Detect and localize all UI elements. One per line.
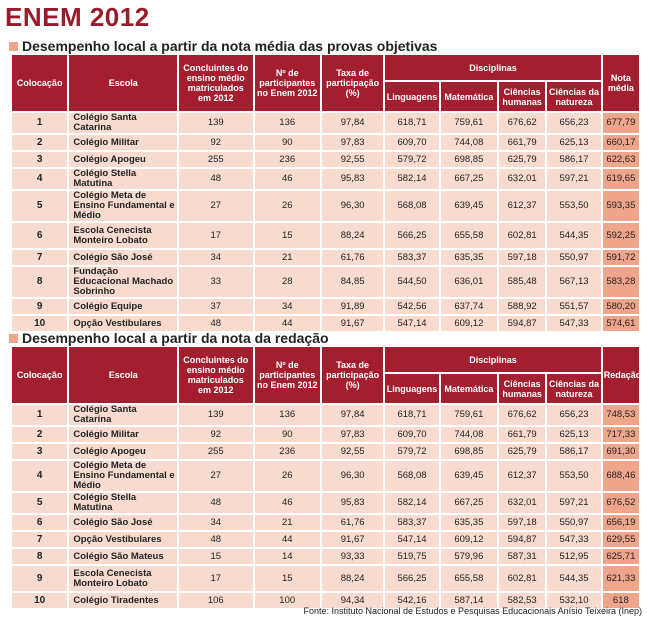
humanas-cell: 676,62	[499, 405, 545, 425]
taxa-cell: 88,24	[322, 223, 383, 248]
matematica-cell: 655,58	[441, 223, 497, 248]
final-score-cell: 591,72	[603, 250, 639, 265]
matematica-cell: 667,25	[441, 169, 497, 189]
participantes-cell: 21	[255, 250, 320, 265]
final-score-cell: 656,19	[603, 515, 639, 530]
natureza-cell: 597,21	[547, 493, 600, 513]
rank-cell: 2	[12, 135, 67, 150]
rank-cell: 4	[12, 169, 67, 189]
matematica-cell: 759,61	[441, 113, 497, 133]
school-cell: Escola Cenecista Monteiro Lobato	[69, 566, 177, 591]
matematica-cell: 698,85	[441, 444, 497, 459]
header-natureza: Ciências da natureza	[547, 82, 600, 111]
final-score-cell: 580,20	[603, 299, 639, 314]
rank-cell: 9	[12, 299, 67, 314]
linguagens-cell: 547,14	[385, 532, 438, 547]
school-cell: Colégio Meta de Ensino Fundamental e Médio	[69, 461, 177, 491]
taxa-cell: 96,30	[322, 191, 383, 221]
humanas-cell: 632,01	[499, 493, 545, 513]
concluintes-cell: 48	[179, 316, 252, 331]
humanas-cell: 587,31	[499, 549, 545, 564]
rank-cell: 6	[12, 223, 67, 248]
final-score-cell: 629,55	[603, 532, 639, 547]
taxa-cell: 94,34	[322, 593, 383, 608]
humanas-cell: 612,37	[499, 461, 545, 491]
taxa-cell: 91,67	[322, 532, 383, 547]
humanas-cell: 661,79	[499, 427, 545, 442]
concluintes-cell: 48	[179, 169, 252, 189]
matematica-cell: 609,12	[441, 316, 497, 331]
table-redacao	[10, 345, 641, 610]
rank-cell: 9	[12, 566, 67, 591]
humanas-cell: 582,53	[499, 593, 545, 608]
linguagens-cell: 579,72	[385, 152, 438, 167]
participantes-cell: 28	[255, 267, 320, 297]
participantes-cell: 100	[255, 593, 320, 608]
participantes-cell: 21	[255, 515, 320, 530]
final-score-cell: 621,33	[603, 566, 639, 591]
concluintes-cell: 33	[179, 267, 252, 297]
school-cell: Opção Vestibulares	[69, 532, 177, 547]
table-row	[12, 316, 639, 331]
concluintes-cell: 255	[179, 152, 252, 167]
concluintes-cell: 15	[179, 549, 252, 564]
linguagens-cell: 566,25	[385, 566, 438, 591]
school-cell: Colégio Stella Matutina	[69, 169, 177, 189]
participantes-cell: 15	[255, 223, 320, 248]
concluintes-cell: 139	[179, 405, 252, 425]
rank-cell: 5	[12, 191, 67, 221]
final-score-cell: 660,17	[603, 135, 639, 150]
taxa-cell: 97,84	[322, 405, 383, 425]
concluintes-cell: 37	[179, 299, 252, 314]
humanas-cell: 602,81	[499, 223, 545, 248]
concluintes-cell: 27	[179, 461, 252, 491]
concluintes-cell: 34	[179, 250, 252, 265]
final-score-cell: 676,52	[603, 493, 639, 513]
school-cell: Colégio Apogeu	[69, 444, 177, 459]
rank-cell: 7	[12, 250, 67, 265]
natureza-cell: 551,57	[547, 299, 600, 314]
humanas-cell: 597,18	[499, 515, 545, 530]
linguagens-cell: 583,37	[385, 515, 438, 530]
school-cell: Colégio Tiradentes	[69, 593, 177, 608]
header-taxa: Taxa de participação (%)	[322, 347, 383, 403]
table-row	[12, 549, 639, 564]
concluintes-cell: 17	[179, 223, 252, 248]
natureza-cell: 544,35	[547, 223, 600, 248]
taxa-cell: 95,83	[322, 493, 383, 513]
header-final-score: Redação	[603, 347, 639, 403]
rank-cell: 4	[12, 461, 67, 491]
linguagens-cell: 579,72	[385, 444, 438, 459]
rank-cell: 10	[12, 316, 67, 331]
header-natureza: Ciências da natureza	[547, 374, 600, 403]
participantes-cell: 44	[255, 316, 320, 331]
taxa-cell: 95,83	[322, 169, 383, 189]
section-marker-icon	[9, 334, 18, 343]
participantes-cell: 90	[255, 135, 320, 150]
header-concluintes: Concluintes do ensino médio matriculados em 2012	[179, 55, 252, 111]
humanas-cell: 585,48	[499, 267, 545, 297]
header-final-score: Nota média	[603, 55, 639, 111]
rank-cell: 1	[12, 405, 67, 425]
taxa-cell: 61,76	[322, 250, 383, 265]
taxa-cell: 93,33	[322, 549, 383, 564]
header-matematica: Matemática	[441, 82, 497, 111]
final-score-cell: 748,53	[603, 405, 639, 425]
table-row	[12, 405, 639, 425]
header-linguagens: Linguagens	[385, 374, 438, 403]
linguagens-cell: 583,37	[385, 250, 438, 265]
linguagens-cell: 568,08	[385, 191, 438, 221]
section-marker-icon	[9, 42, 18, 51]
linguagens-cell: 609,70	[385, 135, 438, 150]
linguagens-cell: 609,70	[385, 427, 438, 442]
taxa-cell: 88,24	[322, 566, 383, 591]
header-humanas: Ciências humanas	[499, 82, 545, 111]
participantes-cell: 34	[255, 299, 320, 314]
matematica-cell: 637,74	[441, 299, 497, 314]
school-cell: Fundação Educacional Machado Sobrinho	[69, 267, 177, 297]
humanas-cell: 594,87	[499, 316, 545, 331]
matematica-cell: 636,01	[441, 267, 497, 297]
concluintes-cell: 92	[179, 427, 252, 442]
linguagens-cell: 542,16	[385, 593, 438, 608]
table-row	[12, 566, 639, 591]
humanas-cell: 588,92	[499, 299, 545, 314]
header-colocacao: Colocação	[12, 347, 67, 403]
participantes-cell: 136	[255, 113, 320, 133]
taxa-cell: 61,76	[322, 515, 383, 530]
humanas-cell: 612,37	[499, 191, 545, 221]
header-disciplinas: Disciplinas	[385, 347, 600, 372]
final-score-cell: 717,33	[603, 427, 639, 442]
participantes-cell: 46	[255, 169, 320, 189]
table-row	[12, 515, 639, 530]
section-title-redacao	[9, 330, 329, 346]
linguagens-cell: 568,08	[385, 461, 438, 491]
linguagens-cell: 582,14	[385, 493, 438, 513]
table-row	[12, 461, 639, 491]
participantes-cell: 236	[255, 152, 320, 167]
header-escola: Escola	[69, 55, 177, 111]
natureza-cell: 625,13	[547, 135, 600, 150]
taxa-cell: 92,55	[322, 444, 383, 459]
natureza-cell: 532,10	[547, 593, 600, 608]
final-score-cell: 622,63	[603, 152, 639, 167]
header-concluintes: Concluintes do ensino médio matriculados em 2012	[179, 347, 252, 403]
school-cell: Colégio São Mateus	[69, 549, 177, 564]
school-cell: Colégio Meta de Ensino Fundamental e Médio	[69, 191, 177, 221]
participantes-cell: 136	[255, 405, 320, 425]
table-row	[12, 427, 639, 442]
natureza-cell: 550,97	[547, 250, 600, 265]
concluintes-cell: 92	[179, 135, 252, 150]
header-taxa: Taxa de participação (%)	[322, 55, 383, 111]
rank-cell: 10	[12, 593, 67, 608]
taxa-cell: 97,84	[322, 113, 383, 133]
rank-cell: 8	[12, 549, 67, 564]
table-row	[12, 113, 639, 133]
final-score-cell: 619,65	[603, 169, 639, 189]
final-score-cell: 592,25	[603, 223, 639, 248]
taxa-cell: 84,85	[322, 267, 383, 297]
linguagens-cell: 547,14	[385, 316, 438, 331]
linguagens-cell: 618,71	[385, 113, 438, 133]
final-score-cell: 691,30	[603, 444, 639, 459]
school-cell: Colégio São José	[69, 250, 177, 265]
concluintes-cell: 48	[179, 493, 252, 513]
humanas-cell: 625,79	[499, 152, 545, 167]
table-row	[12, 169, 639, 189]
final-score-cell: 618	[603, 593, 639, 608]
humanas-cell: 676,62	[499, 113, 545, 133]
natureza-cell: 553,50	[547, 461, 600, 491]
humanas-cell: 625,79	[499, 444, 545, 459]
matematica-cell: 744,08	[441, 427, 497, 442]
section-title-text: Desempenho local a partir da nota da redação	[22, 330, 329, 346]
rank-cell: 6	[12, 515, 67, 530]
table-row	[12, 493, 639, 513]
table-row	[12, 250, 639, 265]
natureza-cell: 656,23	[547, 113, 600, 133]
linguagens-cell: 582,14	[385, 169, 438, 189]
humanas-cell: 602,81	[499, 566, 545, 591]
natureza-cell: 553,50	[547, 191, 600, 221]
table-objetivas	[10, 53, 641, 333]
table-row	[12, 532, 639, 547]
school-cell: Colégio Santa Catarina	[69, 405, 177, 425]
table-row	[12, 223, 639, 248]
section-title-text: Desempenho local a partir da nota média das provas objetivas	[22, 38, 438, 54]
school-cell: Colégio Stella Matutina	[69, 493, 177, 513]
matematica-cell: 655,58	[441, 566, 497, 591]
humanas-cell: 597,18	[499, 250, 545, 265]
header-disciplinas: Disciplinas	[385, 55, 600, 80]
linguagens-cell: 544,50	[385, 267, 438, 297]
page-title: ENEM 2012	[5, 2, 150, 32]
rank-cell: 7	[12, 532, 67, 547]
natureza-cell: 550,97	[547, 515, 600, 530]
taxa-cell: 97,83	[322, 135, 383, 150]
school-cell: Opção Vestibulares	[69, 316, 177, 331]
humanas-cell: 661,79	[499, 135, 545, 150]
rank-cell: 5	[12, 493, 67, 513]
participantes-cell: 26	[255, 461, 320, 491]
school-cell: Colégio Apogeu	[69, 152, 177, 167]
matematica-cell: 587,14	[441, 593, 497, 608]
concluintes-cell: 27	[179, 191, 252, 221]
natureza-cell: 547,33	[547, 532, 600, 547]
natureza-cell: 567,13	[547, 267, 600, 297]
matematica-cell: 744,08	[441, 135, 497, 150]
matematica-cell: 667,25	[441, 493, 497, 513]
school-cell: Escola Cenecista Monteiro Lobato	[69, 223, 177, 248]
header-participantes: Nº de participantes no Enem 2012	[255, 55, 320, 111]
concluintes-cell: 17	[179, 566, 252, 591]
taxa-cell: 97,83	[322, 427, 383, 442]
natureza-cell: 625,13	[547, 427, 600, 442]
linguagens-cell: 542,56	[385, 299, 438, 314]
matematica-cell: 698,85	[441, 152, 497, 167]
participantes-cell: 15	[255, 566, 320, 591]
natureza-cell: 586,17	[547, 152, 600, 167]
header-humanas: Ciências humanas	[499, 374, 545, 403]
matematica-cell: 759,61	[441, 405, 497, 425]
matematica-cell: 639,45	[441, 191, 497, 221]
final-score-cell: 688,46	[603, 461, 639, 491]
table-row	[12, 444, 639, 459]
source-note: Fonte: Instituto Nacional de Estudos e Pesquisas Educacionais Anísio Teixeira (Inep)	[303, 606, 642, 616]
concluintes-cell: 255	[179, 444, 252, 459]
matematica-cell: 639,45	[441, 461, 497, 491]
natureza-cell: 512,95	[547, 549, 600, 564]
header-matematica: Matemática	[441, 374, 497, 403]
humanas-cell: 632,01	[499, 169, 545, 189]
school-cell: Colégio Militar	[69, 135, 177, 150]
matematica-cell: 579,96	[441, 549, 497, 564]
natureza-cell: 586,17	[547, 444, 600, 459]
final-score-cell: 583,28	[603, 267, 639, 297]
final-score-cell: 625,71	[603, 549, 639, 564]
natureza-cell: 544,35	[547, 566, 600, 591]
linguagens-cell: 519,75	[385, 549, 438, 564]
header-linguagens: Linguagens	[385, 82, 438, 111]
school-cell: Colégio São José	[69, 515, 177, 530]
school-cell: Colégio Militar	[69, 427, 177, 442]
matematica-cell: 609,12	[441, 532, 497, 547]
header-colocacao: Colocação	[12, 55, 67, 111]
final-score-cell: 677,79	[603, 113, 639, 133]
rank-cell: 1	[12, 113, 67, 133]
table-row	[12, 299, 639, 314]
final-score-cell: 574,61	[603, 316, 639, 331]
table-row	[12, 152, 639, 167]
matematica-cell: 635,35	[441, 515, 497, 530]
natureza-cell: 547,33	[547, 316, 600, 331]
school-cell: Colégio Equipe	[69, 299, 177, 314]
rank-cell: 8	[12, 267, 67, 297]
participantes-cell: 14	[255, 549, 320, 564]
concluintes-cell: 34	[179, 515, 252, 530]
table-row	[12, 135, 639, 150]
final-score-cell: 593,35	[603, 191, 639, 221]
taxa-cell: 91,89	[322, 299, 383, 314]
participantes-cell: 26	[255, 191, 320, 221]
participantes-cell: 46	[255, 493, 320, 513]
matematica-cell: 635,35	[441, 250, 497, 265]
taxa-cell: 92,55	[322, 152, 383, 167]
taxa-cell: 91,67	[322, 316, 383, 331]
table-row	[12, 191, 639, 221]
participantes-cell: 44	[255, 532, 320, 547]
section-title-objetivas	[9, 38, 437, 54]
participantes-cell: 236	[255, 444, 320, 459]
participantes-cell: 90	[255, 427, 320, 442]
rank-cell: 3	[12, 444, 67, 459]
taxa-cell: 96,30	[322, 461, 383, 491]
table-row	[12, 267, 639, 297]
natureza-cell: 656,23	[547, 405, 600, 425]
rank-cell: 3	[12, 152, 67, 167]
concluintes-cell: 48	[179, 532, 252, 547]
linguagens-cell: 618,71	[385, 405, 438, 425]
humanas-cell: 594,87	[499, 532, 545, 547]
concluintes-cell: 106	[179, 593, 252, 608]
linguagens-cell: 566,25	[385, 223, 438, 248]
natureza-cell: 597,21	[547, 169, 600, 189]
rank-cell: 2	[12, 427, 67, 442]
school-cell: Colégio Santa Catarina	[69, 113, 177, 133]
header-escola: Escola	[69, 347, 177, 403]
header-participantes: Nº de participantes no Enem 2012	[255, 347, 320, 403]
concluintes-cell: 139	[179, 113, 252, 133]
